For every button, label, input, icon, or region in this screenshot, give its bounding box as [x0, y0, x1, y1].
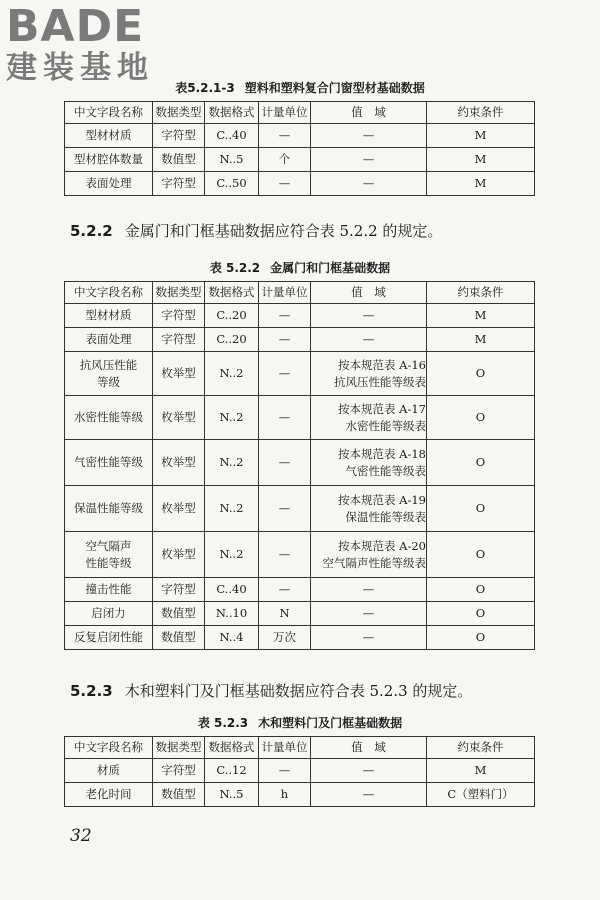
table-cell: — [259, 578, 311, 602]
table-header-row [65, 282, 535, 304]
table-cell: N..4 [205, 626, 259, 650]
table-cell: C..50 [205, 172, 259, 196]
table-cell: h [259, 783, 311, 807]
table-cell: 字符型 [153, 172, 205, 196]
table-row [65, 440, 535, 486]
table-cell: 字符型 [153, 124, 205, 148]
table-cell: M [427, 172, 535, 196]
watermark-brand-cn: 建装基地 [6, 50, 154, 86]
table3-title: 木和塑料门及门框基础数据 [258, 716, 403, 730]
table-cell: 表面处理 [65, 172, 153, 196]
column-header: 计量单位 [259, 282, 311, 304]
table-cell: 材质 [65, 759, 153, 783]
table-cell: — [311, 626, 427, 650]
column-header: 值 域 [311, 282, 427, 304]
table-cell: M [427, 759, 535, 783]
table-cell: 数值型 [153, 148, 205, 172]
table3-number: 表 5.2.3 [197, 716, 249, 730]
table-cell: 按本规范表 A-19 保温性能等级表 [311, 486, 427, 532]
table-cell: O [427, 486, 535, 532]
table-cell: 万次 [259, 626, 311, 650]
table-cell: N..10 [205, 602, 259, 626]
table-cell: — [311, 578, 427, 602]
table-cell: 数值型 [153, 602, 205, 626]
table-cell: O [427, 440, 535, 486]
table-row [65, 783, 535, 807]
table-row [65, 578, 535, 602]
table-row [65, 759, 535, 783]
table-cell: 水密性能等级 [65, 396, 153, 440]
table-cell: 个 [259, 148, 311, 172]
column-header: 数据格式 [205, 282, 259, 304]
table-cell: — [259, 759, 311, 783]
table-row [65, 626, 535, 650]
section-5-2-2-text: 金属门和门框基础数据应符合表 5.2.2 的规定。 [124, 222, 443, 240]
column-header: 数据格式 [205, 737, 259, 759]
column-header: 中文字段名称 [65, 282, 153, 304]
table-cell: 字符型 [153, 328, 205, 352]
table-cell: N [259, 602, 311, 626]
table-cell: C..20 [205, 328, 259, 352]
table-cell: 枚举型 [153, 396, 205, 440]
table-cell: 型材腔体数量 [65, 148, 153, 172]
column-header: 数据类型 [153, 737, 205, 759]
column-header: 计量单位 [259, 737, 311, 759]
table-cell: — [311, 172, 427, 196]
table-cell: — [311, 148, 427, 172]
table-row [65, 486, 535, 532]
table-cell: 老化时间 [65, 783, 153, 807]
table-header-row [65, 737, 535, 759]
table-cell: C..20 [205, 304, 259, 328]
table-cell: 字符型 [153, 304, 205, 328]
section-5-2-3-text: 木和塑料门及门框基础数据应符合表 5.2.3 的规定。 [124, 682, 473, 700]
column-header: 中文字段名称 [65, 737, 153, 759]
table-cell: — [311, 328, 427, 352]
table-cell: 反复启闭性能 [65, 626, 153, 650]
section-5-2-2-number: 5.2.2 [70, 222, 113, 240]
table-cell: — [311, 602, 427, 626]
column-header: 约束条件 [427, 102, 535, 124]
watermark-brand-en: BADE [6, 1, 145, 52]
table-cell: — [259, 532, 311, 578]
page-number: 32 [70, 826, 92, 846]
table-cell: N..5 [205, 783, 259, 807]
column-header: 值 域 [311, 102, 427, 124]
table-cell: — [259, 486, 311, 532]
table-cell: 抗风压性能 等级 [65, 352, 153, 396]
table2-title: 金属门和门框基础数据 [270, 261, 391, 275]
table-cell: O [427, 352, 535, 396]
table-cell: N..2 [205, 396, 259, 440]
table-cell: — [259, 352, 311, 396]
table-cell: 气密性能等级 [65, 440, 153, 486]
table-cell: O [427, 578, 535, 602]
table-cell: C..40 [205, 578, 259, 602]
table3-caption [0, 714, 600, 731]
section-5-2-3-heading [70, 680, 472, 701]
table-cell: 按本规范表 A-16 抗风压性能等级表 [311, 352, 427, 396]
table-cell: — [259, 440, 311, 486]
table-row [65, 124, 535, 148]
table-cell: 空气隔声 性能等级 [65, 532, 153, 578]
table1-caption [0, 79, 600, 96]
table-row [65, 396, 535, 440]
table3 [64, 736, 535, 807]
table-cell: — [311, 304, 427, 328]
table-cell: M [427, 328, 535, 352]
table-cell: 枚举型 [153, 532, 205, 578]
table-cell: C（塑料门） [427, 783, 535, 807]
table-cell: N..2 [205, 440, 259, 486]
table2-caption [0, 259, 600, 276]
table-header-row [65, 102, 535, 124]
table-cell: O [427, 532, 535, 578]
column-header: 值 域 [311, 737, 427, 759]
column-header: 中文字段名称 [65, 102, 153, 124]
table-cell: M [427, 124, 535, 148]
table-cell: 按本规范表 A-18 气密性能等级表 [311, 440, 427, 486]
table1-number: 表5.2.1-3 [175, 81, 235, 95]
table-cell: 数值型 [153, 783, 205, 807]
table-cell: 按本规范表 A-20 空气隔声性能等级表 [311, 532, 427, 578]
table-cell: — [311, 783, 427, 807]
table-cell: — [311, 124, 427, 148]
table-cell: O [427, 626, 535, 650]
table-row [65, 532, 535, 578]
table1 [64, 101, 535, 196]
column-header: 约束条件 [427, 737, 535, 759]
table-cell: 枚举型 [153, 486, 205, 532]
table-cell: 字符型 [153, 578, 205, 602]
table-cell: 型材材质 [65, 304, 153, 328]
table-cell: 枚举型 [153, 352, 205, 396]
section-5-2-3-number: 5.2.3 [70, 682, 113, 700]
table-cell: 字符型 [153, 759, 205, 783]
column-header: 计量单位 [259, 102, 311, 124]
table-cell: 撞击性能 [65, 578, 153, 602]
table-cell: 启闭力 [65, 602, 153, 626]
section-5-2-2-heading [70, 220, 442, 241]
table-cell: 按本规范表 A-17 水密性能等级表 [311, 396, 427, 440]
table-cell: 数值型 [153, 626, 205, 650]
table-cell: — [311, 759, 427, 783]
table1-title: 塑料和塑料复合门窗型材基础数据 [244, 81, 425, 95]
table-row [65, 352, 535, 396]
watermark-logo [6, 2, 154, 86]
table-cell: C..12 [205, 759, 259, 783]
table-cell: M [427, 148, 535, 172]
table-cell: O [427, 396, 535, 440]
table-row [65, 328, 535, 352]
table-cell: 保温性能等级 [65, 486, 153, 532]
column-header: 数据类型 [153, 282, 205, 304]
table-cell: 枚举型 [153, 440, 205, 486]
table-cell: — [259, 172, 311, 196]
table-cell: N..2 [205, 486, 259, 532]
column-header: 约束条件 [427, 282, 535, 304]
table-cell: N..5 [205, 148, 259, 172]
table-cell: 型材材质 [65, 124, 153, 148]
table-cell: — [259, 328, 311, 352]
table-cell: — [259, 124, 311, 148]
table-cell: — [259, 396, 311, 440]
table-row [65, 602, 535, 626]
table2-number: 表 5.2.2 [209, 261, 261, 275]
table-cell: 表面处理 [65, 328, 153, 352]
table-cell: N..2 [205, 352, 259, 396]
table-cell: O [427, 602, 535, 626]
table-row [65, 172, 535, 196]
table-cell: M [427, 304, 535, 328]
table-cell: — [259, 304, 311, 328]
table2 [64, 281, 535, 650]
column-header: 数据类型 [153, 102, 205, 124]
column-header: 数据格式 [205, 102, 259, 124]
table-row [65, 148, 535, 172]
table-row [65, 304, 535, 328]
table-cell: N..2 [205, 532, 259, 578]
table-cell: C..40 [205, 124, 259, 148]
